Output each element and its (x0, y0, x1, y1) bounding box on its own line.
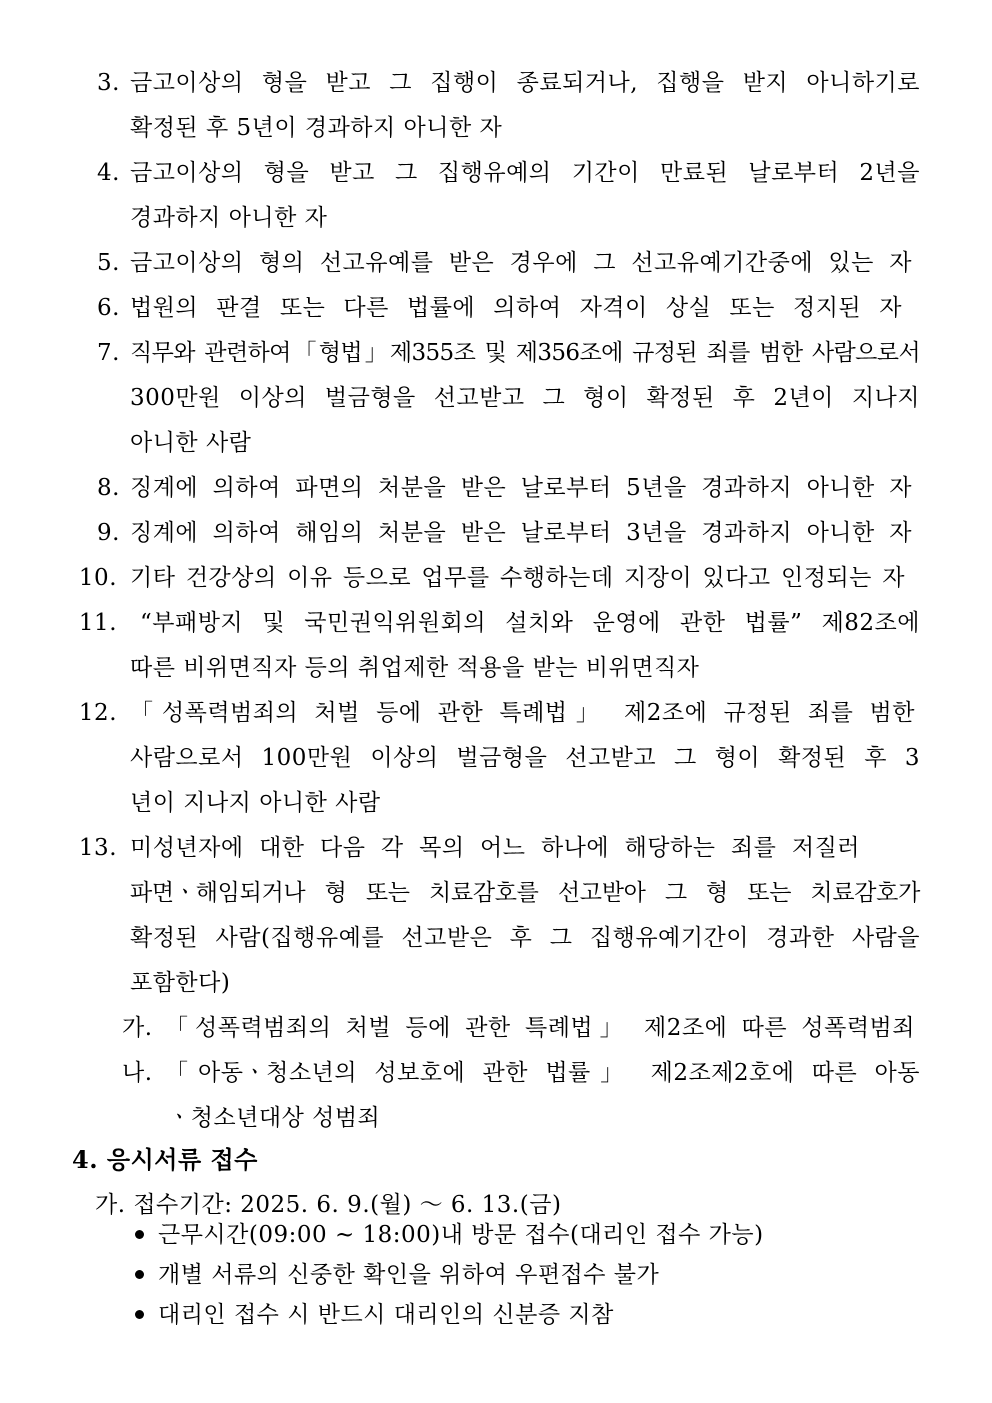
item-text-line: 기타 건강상의 이유 등으로 업무를 수행하는데 지장이 있다고 인정되는 자 (130, 565, 905, 591)
sub-item-text: ㆍ청소년대상 성범죄 (168, 1105, 381, 1131)
item-text-line: 징계에 의하여 해임의 처분을 받은 날로부터 3년을 경과하지 아니한 자 (130, 520, 912, 546)
item-number: 7. (97, 340, 120, 366)
item-text-line: 금고이상의 형의 선고유예를 받은 경우에 그 선고유예기간중에 있는 자 (130, 250, 912, 276)
item-text-line: 금고이상의 형을 받고 그 집행이 종료되거나, 집행을 받지 아니하기로 (130, 70, 920, 96)
item-number: 5. (97, 250, 120, 276)
item-number: 11. (78, 610, 117, 636)
item-text-line: 확정된 사람(집행유예를 선고받은 후 그 집행유예기간이 경과한 사람을 (130, 925, 920, 951)
bullet-icon (135, 1230, 144, 1239)
item-number: 10. (78, 565, 117, 591)
bullet-item: 근무시간(09:00 ~ 18:00)내 방문 접수(대리인 접수 가능) (158, 1222, 764, 1248)
period-label: 가. 접수기간: 2025. 6. 9.(월) ～ 6. 13.(금) (95, 1192, 562, 1218)
item-text-line: 아니한 사람 (130, 430, 252, 456)
item-number: 4. (97, 160, 120, 186)
item-number: 12. (78, 700, 117, 726)
item-text-line: 직무와 관련하여「형법」제355조 및 제356조에 규정된 죄를 범한 사람으로서 (130, 340, 920, 366)
item-text-line: 포함한다) (130, 970, 231, 996)
item-text-line: 사람으로서 100만원 이상의 벌금형을 선고받고 그 형이 확정된 후 3 (130, 745, 920, 771)
sub-item-text: 「아동ㆍ청소년의 성보호에 관한 법률」 제2조제2호에 따른 아동 (165, 1060, 920, 1086)
item-number: 8. (97, 475, 120, 501)
bullet-icon (135, 1270, 144, 1279)
bullet-item: 개별 서류의 신중한 확인을 위하여 우편접수 불가 (158, 1262, 660, 1288)
item-text-line: 법원의 판결 또는 다른 법률에 의하여 자격이 상실 또는 정지된 자 (130, 295, 902, 321)
bullet-icon (135, 1310, 144, 1319)
item-text-line: “부패방지 및 국민권익위원회의 설치와 운영에 관한 법률” 제82조에 (140, 610, 920, 636)
item-text-line: 미성년자에 대한 다음 각 목의 어느 하나에 해당하는 죄를 저질러 (130, 835, 860, 861)
item-text-line: 「성폭력범죄의 처벌 등에 관한 특례법」 제2조에 규정된 죄를 범한 (130, 700, 915, 726)
sub-item-label: 나. (122, 1060, 153, 1086)
item-number: 6. (97, 295, 120, 321)
item-text-line: 300만원 이상의 벌금형을 선고받고 그 형이 확정된 후 2년이 지나지 (130, 385, 920, 411)
item-text-line: 경과하지 아니한 자 (130, 205, 328, 231)
sub-item-text: 「성폭력범죄의 처벌 등에 관한 특례법」 제2조에 따른 성폭력범죄 (165, 1015, 915, 1041)
item-text-line: 금고이상의 형을 받고 그 집행유예의 기간이 만료된 날로부터 2년을 (130, 160, 920, 186)
item-text-line: 파면ㆍ해임되거나 형 또는 치료감호를 선고받아 그 형 또는 치료감호가 (130, 880, 920, 906)
item-text-line: 따른 비위면직자 등의 취업제한 적용을 받는 비위면직자 (130, 655, 700, 681)
item-number: 9. (97, 520, 120, 546)
item-number: 3. (97, 70, 120, 96)
section-heading: 4. 응시서류 접수 (72, 1145, 258, 1174)
item-text-line: 징계에 의하여 파면의 처분을 받은 날로부터 5년을 경과하지 아니한 자 (130, 475, 912, 501)
sub-item-label: 가. (122, 1015, 153, 1041)
item-text-line: 확정된 후 5년이 경과하지 아니한 자 (130, 115, 503, 141)
item-number: 13. (78, 835, 117, 861)
bullet-item: 대리인 접수 시 반드시 대리인의 신분증 지참 (158, 1302, 614, 1328)
item-text-line: 년이 지나지 아니한 사람 (130, 790, 381, 816)
